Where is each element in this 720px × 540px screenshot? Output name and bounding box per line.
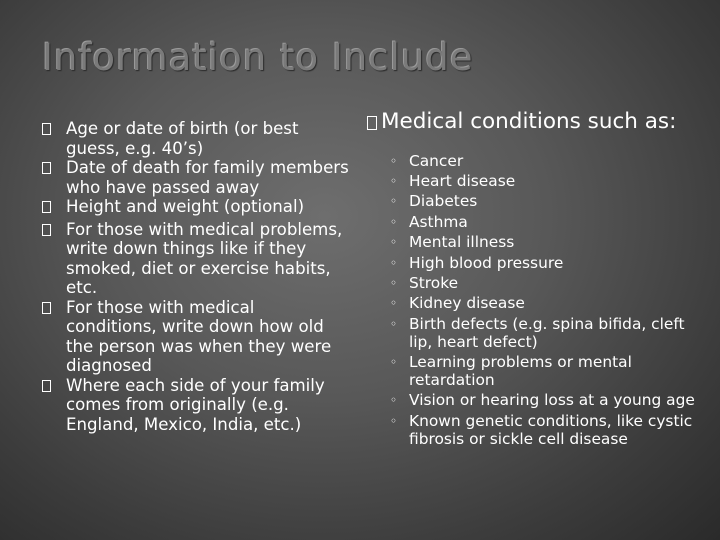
square-bullet-icon [367,110,381,137]
condition-item [390,214,697,232]
condition-text: Vision or hearing loss at a young age [409,391,695,410]
condition-item [390,255,697,273]
circle-bullet-icon: ◦ [390,316,398,331]
slide-title: Information to Include [42,36,474,79]
condition-item [390,153,697,171]
circle-bullet-icon: ◦ [390,296,398,311]
list-item-text: Where each side of your family comes from originally (e.g. England, Mexico, India, etc.) [66,375,325,434]
circle-bullet-icon: ◦ [390,153,398,168]
condition-item [390,392,697,410]
condition-item [390,413,697,449]
condition-item [390,234,697,252]
condition-text: High blood pressure [409,253,564,272]
conditions-heading-text: Medical conditions such as: [381,109,677,134]
list-item [42,376,350,435]
list-item [42,158,350,197]
conditions-list [390,153,697,449]
condition-text: Stroke [409,273,459,292]
right-column [367,110,697,451]
list-item-text: For those with medical problems, write down things like if they smoked, diet or exercise habits, etc. [66,219,343,297]
condition-text: Heart disease [409,171,516,190]
list-item-text: Height and weight (optional) [66,197,305,216]
circle-bullet-icon: ◦ [390,255,398,270]
conditions-heading [367,110,697,137]
list-item [42,197,350,220]
square-bullet-icon [42,220,66,243]
condition-text: Birth defects (e.g. spina bifida, cleft lip, heart defect) [409,314,685,351]
condition-text: Known genetic conditions, like cystic fibrosis or sickle cell disease [409,411,693,448]
condition-item [390,316,697,352]
list-item [42,119,350,158]
condition-item [390,354,697,390]
list-item [42,220,350,298]
condition-text: Learning problems or mental retardation [409,353,632,389]
square-bullet-icon [42,158,66,181]
square-bullet-icon [42,376,66,399]
square-bullet-icon [42,197,66,220]
circle-bullet-icon: ◦ [390,214,398,229]
condition-text: Asthma [409,212,468,231]
list-item-text: Age or date of birth (or best guess, e.g. 40’s) [66,119,299,158]
circle-bullet-icon: ◦ [390,413,398,428]
condition-text: Diabetes [409,192,478,211]
square-bullet-icon [42,119,66,142]
circle-bullet-icon: ◦ [390,235,398,250]
condition-item [390,295,697,313]
list-item-text: Date of death for family members who have passed away [66,158,349,197]
circle-bullet-icon: ◦ [390,355,398,370]
circle-bullet-icon: ◦ [390,173,398,188]
condition-text: Cancer [409,151,464,170]
square-bullet-icon [42,298,66,321]
condition-text: Mental illness [409,233,515,252]
list-item-text: For those with medical conditions, write down how old the person was when they were diagnosed [66,297,332,375]
condition-item [390,275,697,293]
condition-text: Kidney disease [409,294,525,313]
left-bullet-list [42,119,350,434]
list-item [42,298,350,376]
circle-bullet-icon: ◦ [390,393,398,408]
circle-bullet-icon: ◦ [390,275,398,290]
condition-item [390,173,697,191]
condition-item [390,193,697,211]
circle-bullet-icon: ◦ [390,194,398,209]
